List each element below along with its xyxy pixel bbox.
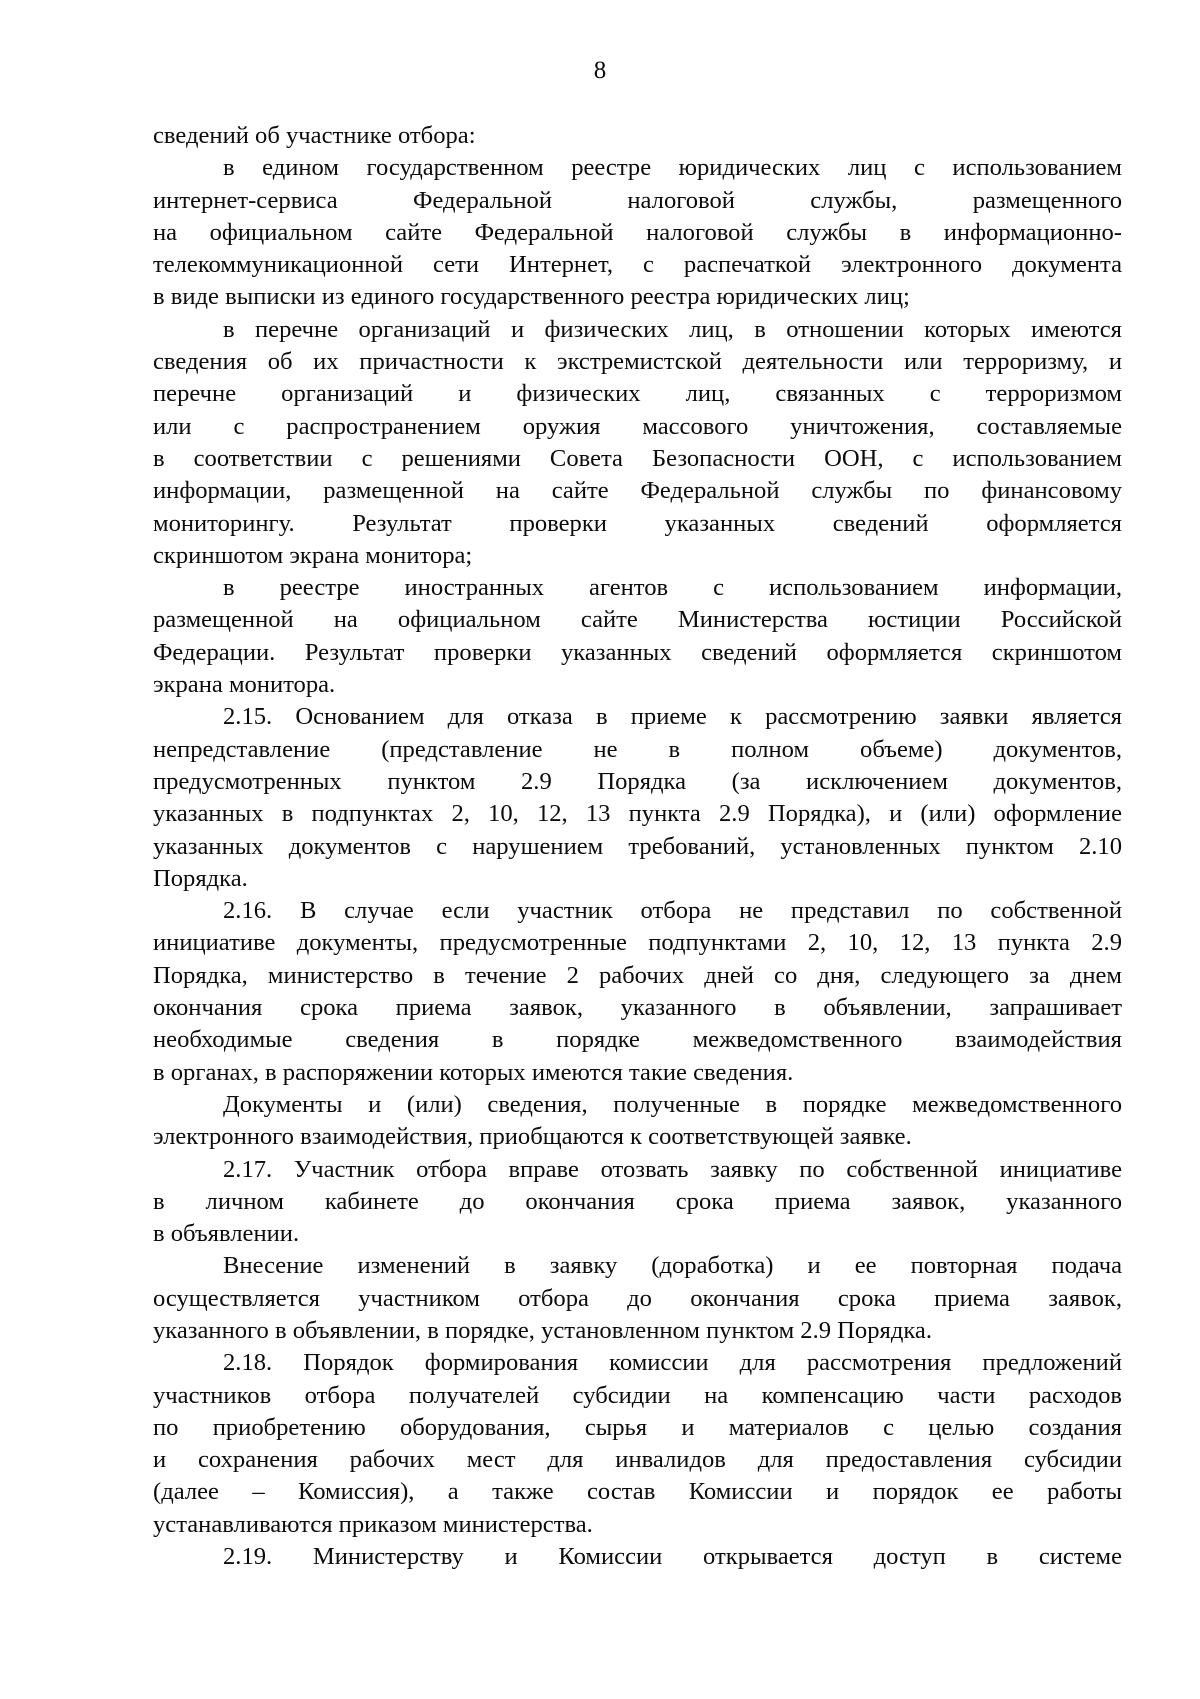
paragraph [153,314,1122,572]
text-line: сведения об их причастности к экстремистской деятельности или терроризму, и [153,348,1122,376]
text-line: в едином государственном реестре юридических лиц с использованием [223,154,1122,182]
text-line: указанного в объявлении, в порядке, установленном пунктом 2.9 Порядка. [153,1316,932,1344]
text-line: телекоммуникационной сети Интернет, с распечаткой электронного документа [153,251,1122,279]
text-line: в перечне организаций и физических лиц, в отношении которых имеются [223,315,1122,343]
text-line: скриншотом экрана монитора; [153,541,473,569]
text-line: в личном кабинете до окончания срока приема заявок, указанного [153,1187,1122,1215]
paragraph [153,120,1122,152]
text-line: инициативе документы, предусмотренные подпунктами 2, 10, 12, 13 пункта 2.9 [153,929,1122,957]
text-line: мониторингу. Результат проверки указанных сведений оформляется [153,509,1122,537]
document-body [153,120,1122,1573]
text-line: или с распространением оружия массового уничтожения, составляемые [153,412,1122,440]
text-line: 2.18. Порядок формирования комиссии для рассмотрения предложений [223,1349,1122,1377]
text-line: 2.15. Основанием для отказа в приеме к рассмотрению заявки является [223,703,1122,731]
text-line: размещенной на официальном сайте Министерства юстиции Российской [153,606,1122,634]
text-line: указанных в подпунктах 2, 10, 12, 13 пункта 2.9 Порядка), и (или) оформление [153,800,1122,828]
text-line: Порядка, министерство в течение 2 рабочих дней со дня, следующего за днем [153,961,1122,989]
text-line: и сохранения рабочих мест для инвалидов для предоставления субсидии [153,1446,1122,1474]
paragraph [153,1541,1122,1573]
text-line: Документы и (или) сведения, полученные в порядке межведомственного [223,1090,1122,1118]
text-line: в органах, в распоряжении которых имеются такие сведения. [153,1058,794,1086]
text-line: необходимые сведения в порядке межведомственного взаимодействия [153,1026,1122,1054]
text-line: Федерации. Результат проверки указанных сведений оформляется скриншотом [153,638,1122,666]
text-line: в виде выписки из единого государственного реестра юридических лиц; [153,283,910,311]
paragraph [153,701,1122,895]
text-line: устанавливаются приказом министерства. [153,1510,593,1538]
page-number: 8 [593,57,607,84]
paragraph [153,1250,1122,1347]
text-line: электронного взаимодействия, приобщаются к соответствующей заявке. [153,1123,912,1151]
text-line: окончания срока приема заявок, указанного в объявлении, запрашивает [153,994,1122,1022]
text-line: в соответствии с решениями Совета Безопасности ООН, с использованием [153,444,1122,472]
text-line: в объявлении. [153,1220,300,1248]
text-line: 2.17. Участник отбора вправе отозвать заявку по собственной инициативе [223,1155,1122,1183]
paragraph [153,1089,1122,1154]
text-line: осуществляется участником отбора до окончания срока приема заявок, [153,1284,1122,1312]
text-line: (далее – Комиссия), а также состав Комиссии и порядок ее работы [153,1478,1122,1506]
text-line: Внесение изменений в заявку (доработка) и ее повторная подача [223,1252,1122,1280]
paragraph [153,572,1122,701]
text-line: в реестре иностранных агентов с использованием информации, [223,574,1122,602]
text-line: предусмотренных пунктом 2.9 Порядка (за исключением документов, [153,767,1122,795]
text-line: перечне организаций и физических лиц, связанных с терроризмом [153,380,1122,408]
text-line: сведений об участнике отбора: [153,122,476,149]
text-line: участников отбора получателей субсидии на компенсацию части расходов [153,1381,1122,1409]
text-line: по приобретению оборудования, сырья и материалов с целью создания [153,1413,1122,1441]
text-line: указанных документов с нарушением требований, установленных пунктом 2.10 [153,832,1122,860]
paragraph [153,1347,1122,1541]
text-line: экрана монитора. [153,671,336,699]
paragraph [153,152,1122,313]
text-line: интернет-сервиса Федеральной налоговой службы, размещенного [153,186,1122,214]
text-line: 2.19. Министерству и Комиссии открывается доступ в системе [223,1543,1122,1571]
text-line: информации, размещенной на сайте Федеральной службы по финансовому [153,477,1122,505]
text-line: непредставление (представление не в полном объеме) документов, [153,735,1122,763]
text-line: 2.16. В случае если участник отбора не представил по собственной [223,897,1122,925]
text-line: на официальном сайте Федеральной налоговой службы в информационно- [153,218,1122,246]
paragraph [153,1154,1122,1251]
text-line: Порядка. [153,864,248,892]
paragraph [153,895,1122,1089]
